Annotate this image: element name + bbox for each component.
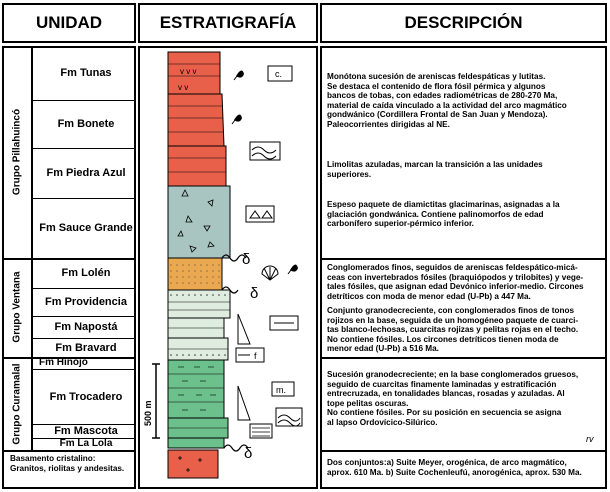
grain-size-f-label: f: [254, 351, 257, 361]
header-descripcion-label: DESCRIPCIÓN: [404, 13, 523, 32]
desc-line-text: bancos de tobas, con edades radiométricas de 280-270 Ma,: [327, 91, 558, 101]
desc-line-text: Espeso paquete de diamictitas glacimarinas, asignadas a la: [327, 200, 560, 209]
desc-line-text: glaciación gondwánica. Contiene palinomorfos de edad: [327, 209, 544, 219]
formation-mascota: Fm Mascota: [54, 425, 118, 437]
description-curamalal: [327, 370, 603, 428]
formation-naposta: Fm Napostá: [54, 321, 118, 333]
desc-line-text: material de caída vinculado a la actividad del arco magmático: [327, 100, 567, 110]
formation-tunas: Fm Tunas: [60, 67, 112, 79]
desc-line-text: Conjunto granodecreciente, con conglomerados finos de tonos: [327, 306, 575, 315]
dots-pattern: [170, 292, 228, 300]
layer-la-lola: [168, 438, 224, 448]
leaf-icon: [234, 70, 244, 80]
dots-pattern: [170, 260, 220, 288]
description-pillahuinco-upper: [327, 72, 603, 130]
stratigraphic-column: [138, 46, 318, 489]
layer-basement: [168, 450, 218, 478]
header-descripcion: [320, 3, 607, 43]
grain-size-c-label: c.: [275, 69, 283, 79]
desc-line-text: aprox. 610 Ma. b) Suite Cochenleufú, anorogénica, aprox. 530 Ma.: [327, 467, 582, 477]
desc-line-text: Paleocorrientes dirigidas al NE.: [327, 119, 450, 129]
fining-upward-triangle: [238, 314, 250, 344]
delta-symbol: δ: [244, 445, 253, 462]
desc-line-text: Sucesión granodecreciente; en la base conglomerados gruesos,: [327, 370, 579, 379]
desc-line: [320, 258, 607, 260]
desc-line: [320, 357, 607, 359]
formation-sauce-grande: Fm Sauce Grande: [39, 222, 133, 234]
author-signature: rv: [586, 434, 594, 444]
desc-line-text: Limolitas azuladas, marcan la transición a las unidades: [327, 160, 543, 169]
header-estratigrafia: [138, 3, 318, 43]
formation-bravard: Fm Bravard: [55, 341, 117, 354]
layer-piedra-azul: [168, 146, 226, 186]
desc-line-text: carbonífero superior-pérmico inferior.: [327, 219, 474, 229]
formation-providencia: Fm Providencia: [45, 296, 127, 308]
basement-label-line: Granitos, riolitas y andesitas.: [10, 464, 125, 473]
desc-line-text: al lapso Ordovícico-Silúrico.: [327, 417, 438, 427]
desc-line-text: Dos conjuntos:a) Suite Meyer, orogénica, de arco magmático,: [327, 458, 567, 467]
layer-bonete: [168, 94, 224, 146]
tuff-marks: v v v: [180, 67, 197, 76]
formation-trocadero: Fm Trocadero: [49, 390, 123, 403]
formation-lolen: Fm Lolén: [61, 267, 111, 279]
header-estratigrafia-label: ESTRATIGRAFÍA: [159, 13, 297, 32]
formation-hinojo: Fm Hinojo: [39, 357, 88, 368]
scale-bar-label: 500 m: [143, 400, 153, 426]
desc-line-text: menor edad (U-Pb) a 516 Ma.: [327, 344, 439, 354]
desc-line-text: entrecruzada, en tonalidades blancas, rosadas y azuladas. Al: [327, 389, 565, 399]
desc-line: [320, 450, 607, 452]
desc-line-text: gondwánico (Cordillera Frontal de San Juan y Mendoza).: [327, 110, 548, 120]
desc-line-text: ceas con invertebrados fósiles (braquiópodos y trilobites) y vege-: [327, 272, 584, 282]
formation-bonete: Fm Bonete: [57, 118, 115, 130]
desc-line-text: Monótona sucesión de areniscas feldespáticas y lutitas.: [327, 72, 546, 81]
desc-line-text: rojizos en la base, seguida de un homogéneo paquete de cuarci-: [327, 315, 579, 325]
formation-piedra-azul: Fm Piedra Azul: [46, 167, 126, 179]
formation-la-lola: Fm La Lola: [59, 438, 113, 449]
desc-line-text: tales fósiles, que asignan edad Devónico inferior-medio. Circones: [327, 282, 584, 292]
group-ventana: Grupo Ventana: [11, 271, 23, 343]
delta-symbol: δ: [250, 285, 259, 302]
desc-line-text: tope pelitas oscuras.: [327, 398, 409, 408]
header-unidad: [2, 3, 136, 43]
fining-upward-triangle: [238, 386, 250, 420]
desc-line-text: Se destaca el contenido de flora fósil pérmica y algunos: [327, 81, 546, 91]
basement-label: [10, 454, 124, 474]
layer-sauce-grande: [168, 186, 230, 258]
description-sauce-grande: [327, 200, 603, 229]
desc-line-text: detríticos con moda de menor edad (U-Pb) a 447 Ma.: [327, 291, 531, 301]
leaf-icon: [288, 264, 298, 274]
description-piedra-azul: [327, 160, 603, 179]
tuff-marks: v v: [178, 83, 189, 92]
description-lolen: [327, 263, 603, 301]
desc-line-text: seguido de cuarcitas finamente laminadas y estratificación: [327, 379, 557, 389]
grain-size-m-label: m.: [276, 385, 286, 395]
description-basement: [327, 458, 603, 477]
desc-line-text: superiores.: [327, 169, 372, 179]
desc-line-text: tas blanco-lechosas, cuarcitas rojizas y pelitas rojas en el techo.: [327, 325, 579, 335]
header-unidad-label: UNIDAD: [35, 13, 103, 32]
description-ventana-lower: [327, 306, 603, 354]
brachiopod-shell-icon: [262, 266, 278, 280]
diamictite-box: [246, 206, 274, 222]
group-curamalal: Grupo Curamalal: [11, 363, 23, 445]
group-pillahuinco: Grupo Pillahuincó: [11, 108, 23, 196]
row-line: [2, 450, 136, 452]
leaf-icon: [232, 114, 242, 124]
dots-pattern: [170, 352, 226, 358]
delta-symbol: δ: [242, 251, 251, 268]
layer-trocadero: [168, 360, 224, 418]
desc-line-text: No contiene fósiles. Por su posición en secuencia se asigna: [327, 408, 562, 418]
basement-label-line: Basamento cristalino:: [10, 454, 96, 463]
desc-line-text: No contiene fósiles. Los circones detríticos tienen moda de: [327, 334, 559, 344]
desc-line-text: Conglomerados finos, seguidos de areniscas feldespático-micá-: [327, 263, 578, 272]
